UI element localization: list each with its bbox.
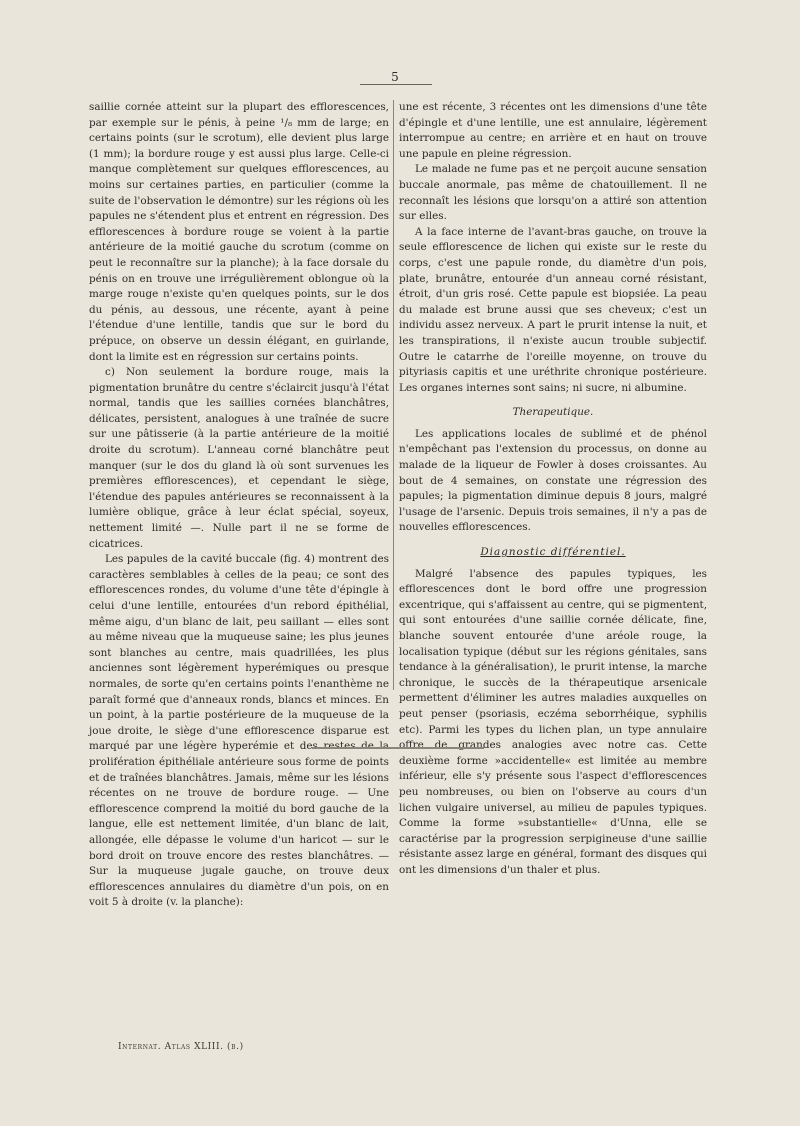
section-end-rule [312, 747, 484, 749]
heading-therapeutique: Therapeutique. [512, 406, 594, 419]
footer-reference: Internat. Atlas XLIII. (b.) [118, 1042, 244, 1052]
diagnostic-paragraph: Malgré l'absence des papules typiques, les efflorescences dont le bord offre une progression excentrique, qui s'affaissent au centre, qui se pigmentent, qui sont entourées d'une saillie cornée délicate, fine, blanche souvent entourée d'une aréole rouge, la localisation typique (début sur les régions génitales, sans tendance à la généralisation), le prurit intense, la marche chronique, le succès de la thérapeutique arsenicale permettent d'éliminer les autres maladies auxquelles on peut penser (psoriasis, eczéma seborrhéique, syphilis etc). Parmi les types du lichen plan, un type annulaire offre de grandes analogies avec notre cas. Cette deuxième forme »accidentelle« est limitée au membre inférieur, elle s'y présente sous l'aspect d'efflorescences peu nombreuses, ou bien on l'observe au cours d'un lichen vulgaire universel, au milieu de papules typiques. Comme la forme »substantielle« d'Unna, elle se caractérise par la progression serpigineuse d'une saillie résistante assez large en général, formant des disques qui ont les dimensions d'un thaler et plus. [399, 567, 707, 876]
therapeutique-paragraph: Les applications locales de sublimé et de phénol n'empêchant pas l'extension du processus, on donne au malade de la liqueur de Fowler à doses croissantes. Au bout de 4 semaines, on constate une régression des papules; la pigmentation diminue depuis 8 jours, malgré l'usage de l'arsenic. Depuis trois semaines, il n'y a pas de nouvelles efflorescences. [399, 427, 707, 534]
heading-diagnostic: Diagnostic différentiel. [480, 546, 626, 559]
right-column [399, 100, 707, 879]
page-number: 5 [391, 70, 399, 84]
header-rule [360, 84, 432, 85]
column-divider [393, 100, 394, 690]
left-paragraph-3: Les papules de la cavité buccale (fig. 4) montrent des caractères semblables à celles de la peau; ce sont des efflorescences rondes, du volume d'une tête d'épingle à celui d'une lentille, entourées d'un rebord épithélial, même aigu, d'un blanc de lait, peu saillant — elles sont au même niveau que la muqueuse saine; les plus jeunes sont blanches au centre, mais quadrillées, les plus anciennes sont légèrement hyperémiques ou presque normales, de sorte qu'en certains points l'enanthème ne paraît formé que d'anneaux ronds, blancs et minces. En un point, à la partie postérieure de la muqueuse de la joue droite, le siège d'une efflorescence disparue est marqué par une légère hyperémie et des restes de la prolifération épithéliale antérieure sous forme de points et de traînées blanchâtres. Jamais, même sur les lésions récentes on ne trouve de bordure rouge. — Une efflorescence comprend la moitié du bord gauche de la langue, elle est nettement limitée, d'un blanc de lait, allongée, elle dépasse le volume d'un haricot — sur le bord droit on trouve encore des restes blanchâtres. — Sur la muqueuse jugale gauche, on trouve deux efflorescences annulaires du diamètre d'un pois, on en voit 5 à droite (v. la planche): [89, 553, 389, 909]
left-paragraph-2: c) Non seulement la bordure rouge, mais la pigmentation brunâtre du centre s'éclaircit jusqu'à l'état normal, tandis que les saillies cornées blanchâtres, délicates, persistent, analogues à une traînée de sucre sur une pâtisserie (à la partie antérieure de la moitié droite du scrotum). L'anneau corné blanchâtre peut manquer (sur le dos du gland là où sont survenues les premières efflorescences), et cependant le siège, l'étendue des papules antérieures se reconnaissent à la lumière oblique, grâce à leur éclat spécial, soyeux, nettement limité —. Nulle part il ne se forme de cicatrices. [89, 366, 389, 550]
left-paragraph-1: saillie cornée atteint sur la plupart des efflorescences, par exemple sur le pénis, à peine ¹/₈ mm de large; en certains points (sur le scrotum), elle devient plus large (1 mm); la bordure rouge y est aussi plus large. Celle-ci manque complètement sur quelques efflorescences, au moins sur certaines parties, en particulier (comme la suite de l'observation le démontre) sur les régions où les papules ne s'étendent plus et entrent en régression. Des efflorescences à bordure rouge se voient à la partie antérieure de la moitié gauche du scrotum (comme on peut le reconnaître sur la planche); à la face dorsale du pénis on en trouve une irrégulièrement oblongue où la marge rouge n'existe qu'en quelques points, sur le dos du pénis, au dessous, une récente, ayant à peine l'étendue d'une lentille, tandis que sur le bord du prépuce, on observe un dessin élégant, en guirlande, dont la limite est en régression sur certains points. [89, 101, 389, 363]
right-paragraph-1: une est récente, 3 récentes ont les dimensions d'une tête d'épingle et d'une lentille, une est annulaire, légèrement interrompue au centre; en arrière et en haut on trouve une papule en pleine régression. [399, 101, 707, 160]
right-paragraph-3: A la face interne de l'avant-bras gauche, on trouve la seule efflorescence de lichen qui existe sur le reste du corps, c'est une papule ronde, du diamètre d'un pois, plate, brunâtre, entourée d'un anneau corné résistant, étroit, d'un gris rosé. Cette papule est biopsiée. La peau du malade est brune aussi que ses cheveux; c'est un individu assez nerveux. A part le prurit intense la nuit, et les transpirations, il n'existe aucun trouble subjectif. Outre le catarrhe de l'oreille moyenne, on trouve du pityriasis capitis et une uréthrite chronique postérieure. Les organes internes sont sains; ni sucre, ni albumine. [399, 225, 707, 394]
right-paragraph-2: Le malade ne fume pas et ne perçoit aucune sensation buccale anormale, pas même de chatouillement. Il ne reconnaît les lésions que lorsqu'on a attiré son attention sur elles. [399, 163, 707, 223]
left-column [89, 100, 389, 911]
